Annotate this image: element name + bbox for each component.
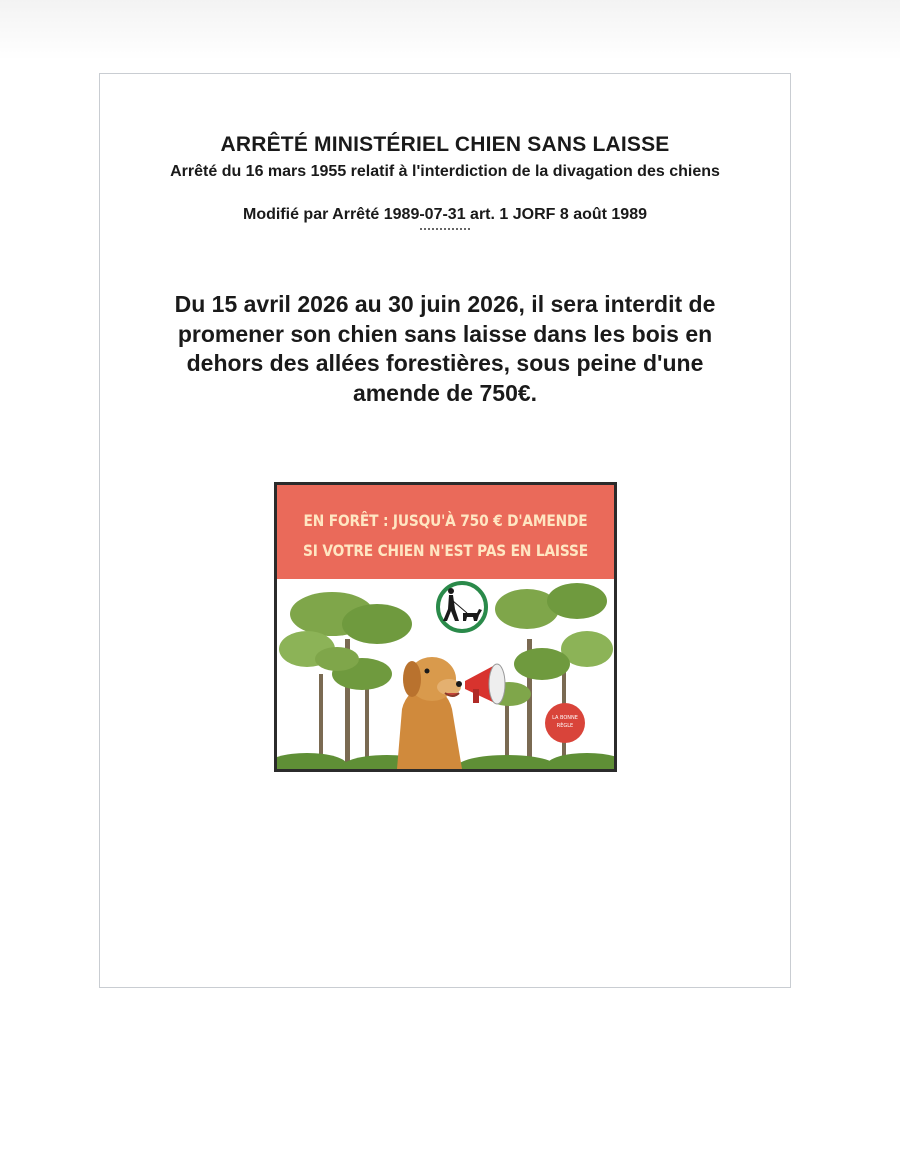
leash-poster-image [274, 482, 617, 772]
poster-banner-line1: EN FORÊT : JUSQU'À 750 € D'AMENDE [303, 511, 588, 530]
megaphone-icon [465, 664, 505, 704]
document-subtitle-decree: Arrêté du 16 mars 1955 relatif à l'interdiction de la divagation des chiens [170, 163, 720, 180]
scan-shade [0, 0, 900, 60]
document-subtitle-amendment: Modifié par Arrêté 1989-07-31 art. 1 JORF 8 août 1989 [242, 206, 647, 223]
badge-text-line2: RÈGLE [556, 723, 574, 729]
badge-text-line1: LA BONNE [552, 715, 578, 721]
poster-banner-line2: SI VOTRE CHIEN N'EST PAS EN LAISSE [303, 541, 588, 560]
walking-dog-on-leash-icon [438, 583, 486, 631]
notice-text: Du 15 avril 2026 au 30 juin 2026, il sera interdit de promener son chien sans laisse dans les bois en dehors des allées forestières, sous peine d'une amende de 750€. [174, 291, 716, 406]
poster-banner [277, 485, 614, 579]
forest-scene [277, 579, 614, 769]
document-title: ARRÊTÉ MINISTÉRIEL CHIEN SANS LAISSE [220, 133, 670, 156]
red-badge-icon [545, 703, 585, 743]
separator [420, 228, 470, 236]
dog-illustration [397, 657, 462, 769]
